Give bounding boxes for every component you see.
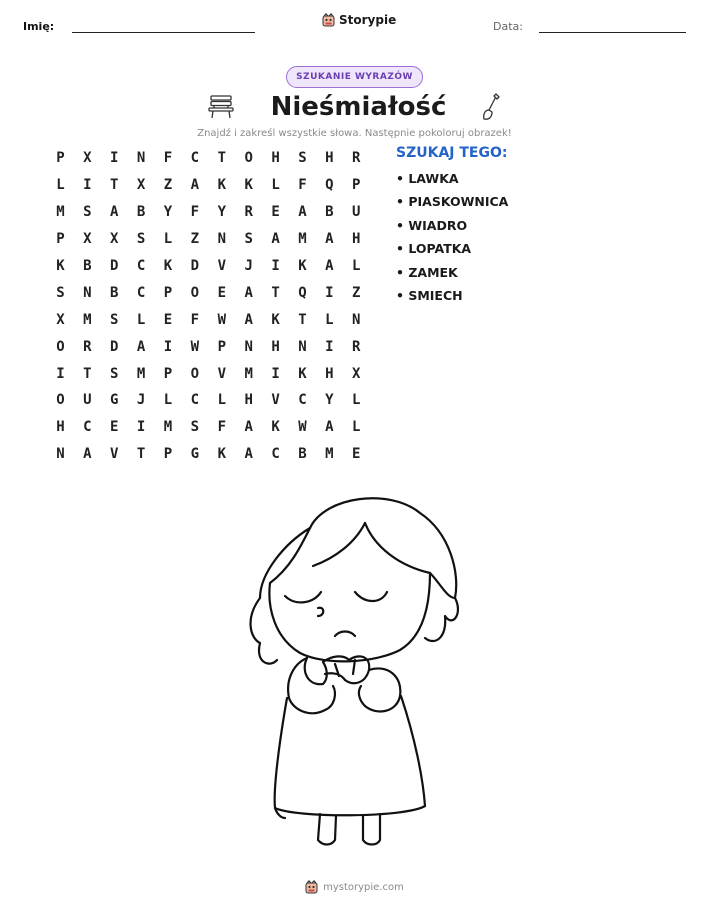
name-label: Imię: (23, 20, 55, 33)
grid-row (47, 199, 370, 226)
word-item: • ZAMEK (396, 264, 458, 280)
grid-letter[interactable]: S (110, 365, 119, 382)
grid-letter[interactable]: T (298, 311, 307, 328)
grid-letter[interactable]: O (244, 150, 253, 167)
grid-letter[interactable]: A (244, 446, 253, 463)
title-row (0, 92, 709, 122)
grid-letter[interactable]: P (352, 177, 361, 194)
grid-letter[interactable]: A (244, 311, 253, 328)
grid-letter[interactable]: S (298, 150, 307, 167)
word-item: • PIASKOWNICA (396, 194, 509, 210)
grid-letter[interactable]: X (110, 231, 119, 248)
grid-row (47, 441, 370, 468)
shovel-icon (482, 92, 502, 122)
grid-letter[interactable]: X (56, 311, 65, 328)
grid-letter[interactable]: W (298, 419, 307, 436)
grid-letter[interactable]: H (271, 338, 280, 355)
grid-row (47, 145, 370, 172)
storypie-logo-icon (305, 880, 318, 894)
grid-letter[interactable]: F (298, 177, 307, 194)
grid-letter[interactable]: T (83, 365, 92, 382)
grid-letter[interactable]: N (352, 311, 361, 328)
grid-letter[interactable]: M (298, 231, 307, 248)
word-list-heading: SZUKAJ TEGO: (396, 145, 508, 161)
grid-letter[interactable]: K (298, 258, 307, 274)
grid-letter[interactable]: A (244, 419, 253, 436)
grid-letter[interactable]: B (298, 446, 307, 463)
grid-row (47, 253, 370, 280)
grid-letter[interactable]: R (244, 204, 253, 221)
grid-letter[interactable]: S (110, 311, 119, 328)
grid-letter[interactable]: B (110, 284, 119, 301)
grid-letter[interactable]: L (217, 392, 226, 409)
grid-letter[interactable]: O (190, 284, 200, 301)
grid-letter[interactable]: X (136, 177, 146, 194)
grid-letter[interactable]: U (352, 204, 361, 221)
grid-letter[interactable]: W (217, 311, 226, 328)
activity-badge: SZUKANIE WYRAZÓW (286, 66, 423, 88)
grid-letter[interactable]: V (110, 446, 119, 463)
grid-letter[interactable]: L (271, 177, 280, 194)
grid-letter[interactable]: L (352, 419, 361, 436)
grid-letter[interactable]: A (325, 231, 334, 248)
grid-letter[interactable]: Z (352, 284, 361, 301)
grid-letter[interactable]: P (217, 338, 226, 355)
grid-letter[interactable]: X (352, 365, 361, 382)
brand-logo (322, 13, 396, 27)
grid-letter[interactable]: A (325, 258, 334, 274)
grid-row (47, 279, 370, 306)
grid-letter[interactable]: K (56, 258, 65, 274)
grid-letter[interactable]: O (56, 392, 65, 409)
grid-letter[interactable]: Y (217, 204, 226, 221)
grid-letter[interactable]: E (217, 284, 226, 301)
grid-letter[interactable]: K (271, 311, 280, 328)
grid-letter[interactable]: C (83, 419, 92, 436)
grid-letter[interactable]: N (83, 284, 92, 301)
grid-letter[interactable]: X (83, 231, 92, 248)
grid-letter[interactable]: P (56, 150, 65, 167)
grid-letter[interactable]: I (325, 284, 334, 301)
grid-letter[interactable]: A (190, 177, 200, 194)
grid-letter[interactable]: K (298, 365, 307, 382)
shy-girl-coloring-illustration (215, 488, 485, 858)
grid-row (47, 172, 370, 199)
grid-letter[interactable]: X (83, 150, 92, 167)
grid-letter[interactable]: R (83, 338, 92, 355)
grid-letter[interactable]: T (136, 446, 146, 463)
grid-letter[interactable]: Q (298, 284, 307, 301)
grid-letter[interactable]: D (110, 258, 119, 274)
grid-letter[interactable]: A (83, 446, 92, 463)
grid-letter[interactable]: B (136, 204, 146, 221)
grid-letter[interactable]: O (56, 338, 65, 355)
grid-letter[interactable]: I (271, 258, 280, 274)
grid-letter[interactable]: K (163, 258, 173, 274)
grid-letter[interactable]: M (325, 446, 334, 463)
grid-letter[interactable]: I (271, 365, 280, 382)
word-item: • LAWKA (396, 171, 459, 186)
grid-letter[interactable]: S (244, 231, 253, 248)
grid-row (47, 414, 370, 441)
grid-letter[interactable]: R (352, 150, 361, 167)
grid-letter[interactable]: S (83, 204, 92, 221)
grid-letter[interactable]: J (136, 392, 146, 409)
grid-row (47, 333, 370, 360)
grid-letter[interactable]: I (136, 419, 146, 436)
grid-letter[interactable]: I (83, 177, 92, 194)
grid-letter[interactable]: L (352, 392, 361, 409)
brand-name: Storypie (339, 13, 397, 27)
word-list (396, 145, 508, 311)
grid-letter[interactable]: D (190, 258, 200, 274)
grid-letter[interactable]: Z (190, 231, 200, 248)
grid-letter[interactable]: G (110, 392, 119, 409)
grid-letter[interactable]: Y (163, 204, 173, 221)
grid-letter[interactable]: Z (163, 177, 173, 194)
grid-letter[interactable]: N (298, 338, 307, 355)
grid-letter[interactable]: P (163, 365, 173, 382)
footer-url: mystorypie.com (323, 881, 404, 893)
grid-letter[interactable]: P (163, 446, 173, 463)
grid-letter[interactable]: T (110, 177, 119, 194)
grid-letter[interactable]: D (110, 338, 119, 355)
grid-letter[interactable]: M (136, 365, 146, 382)
grid-row (47, 226, 370, 253)
grid-letter[interactable]: H (352, 231, 361, 248)
grid-letter[interactable]: C (190, 392, 200, 409)
grid-letter[interactable]: M (244, 365, 253, 382)
bench-icon (207, 94, 235, 120)
grid-letter[interactable]: M (163, 419, 173, 436)
grid-letter[interactable]: S (56, 284, 65, 301)
grid-letter[interactable]: C (190, 150, 200, 167)
grid-letter[interactable]: B (83, 258, 92, 274)
grid-letter[interactable]: S (190, 419, 200, 436)
grid-letter[interactable]: H (271, 150, 280, 167)
grid-letter[interactable]: E (110, 419, 119, 436)
grid-letter[interactable]: F (190, 204, 200, 221)
grid-letter[interactable]: N (244, 338, 253, 355)
grid-letter[interactable]: K (217, 446, 226, 463)
grid-letter[interactable]: P (163, 284, 173, 301)
word-search-grid (47, 145, 370, 468)
grid-row (47, 360, 370, 387)
grid-row (47, 306, 370, 333)
grid-letter[interactable]: V (217, 365, 226, 382)
grid-letter[interactable]: L (325, 311, 334, 328)
grid-letter[interactable]: V (271, 392, 280, 409)
grid-letter[interactable]: Q (325, 177, 334, 194)
page-title: Nieśmiałość (270, 92, 447, 122)
grid-letter[interactable]: C (136, 258, 146, 274)
grid-letter[interactable]: N (136, 150, 146, 167)
grid-letter[interactable]: A (325, 419, 334, 436)
word-item: • LOPATKA (396, 241, 472, 257)
grid-letter[interactable]: K (244, 177, 253, 194)
grid-letter[interactable]: I (163, 338, 173, 355)
grid-letter[interactable]: O (190, 365, 200, 382)
grid-letter[interactable]: H (325, 365, 334, 382)
word-item: • SMIECH (396, 287, 463, 303)
grid-letter[interactable]: N (217, 231, 226, 248)
grid-letter[interactable]: N (56, 446, 65, 463)
storypie-logo-icon (322, 13, 335, 27)
grid-letter[interactable]: F (217, 419, 226, 436)
grid-letter[interactable]: F (190, 311, 200, 328)
grid-letter[interactable]: K (271, 419, 280, 436)
grid-row (47, 387, 370, 414)
grid-letter[interactable]: R (352, 338, 361, 355)
grid-letter[interactable]: H (244, 392, 253, 409)
grid-letter[interactable]: I (110, 150, 119, 167)
grid-letter[interactable]: A (271, 231, 280, 248)
grid-letter[interactable]: A (110, 204, 119, 221)
grid-letter[interactable]: A (136, 338, 146, 355)
word-item: • WIADRO (396, 217, 468, 233)
grid-letter[interactable]: E (352, 446, 361, 463)
grid-letter[interactable]: M (83, 311, 92, 328)
grid-letter[interactable]: H (325, 150, 334, 167)
grid-letter[interactable]: T (271, 284, 280, 301)
grid-letter[interactable]: I (56, 365, 65, 382)
date-label: Data: (493, 20, 523, 33)
grid-letter[interactable]: C (298, 392, 307, 409)
grid-letter[interactable]: E (163, 311, 173, 328)
grid-letter[interactable]: M (56, 204, 65, 221)
grid-letter[interactable]: S (136, 231, 146, 248)
grid-letter[interactable]: K (217, 177, 226, 194)
grid-letter[interactable]: I (325, 338, 334, 355)
grid-letter[interactable]: L (136, 311, 146, 328)
grid-letter[interactable]: T (217, 150, 226, 167)
grid-letter[interactable]: W (190, 338, 200, 355)
grid-letter[interactable]: L (56, 177, 65, 194)
grid-letter[interactable]: H (56, 419, 65, 436)
grid-letter[interactable]: C (136, 284, 146, 301)
grid-letter[interactable]: L (352, 258, 361, 274)
grid-letter[interactable]: L (163, 392, 173, 409)
instructions: Znajdź i zakreśl wszystkie słowa. Następnie pokoloruj obrazek! (197, 128, 512, 139)
date-field-line[interactable] (539, 32, 686, 33)
grid-letter[interactable]: L (163, 231, 173, 248)
footer (0, 880, 709, 894)
grid-letter[interactable]: A (244, 284, 253, 301)
grid-letter[interactable]: C (271, 446, 280, 463)
grid-letter[interactable]: V (217, 258, 226, 274)
name-field-line[interactable] (72, 32, 255, 33)
grid-letter[interactable]: E (271, 204, 280, 221)
grid-letter[interactable]: B (325, 204, 334, 221)
grid-letter[interactable]: U (83, 392, 92, 409)
grid-letter[interactable]: G (190, 446, 200, 463)
grid-letter[interactable]: A (298, 204, 307, 221)
grid-letter[interactable]: J (244, 258, 253, 274)
grid-letter[interactable]: F (163, 150, 173, 167)
grid-letter[interactable]: P (56, 231, 65, 248)
grid-letter[interactable]: Y (325, 392, 334, 409)
